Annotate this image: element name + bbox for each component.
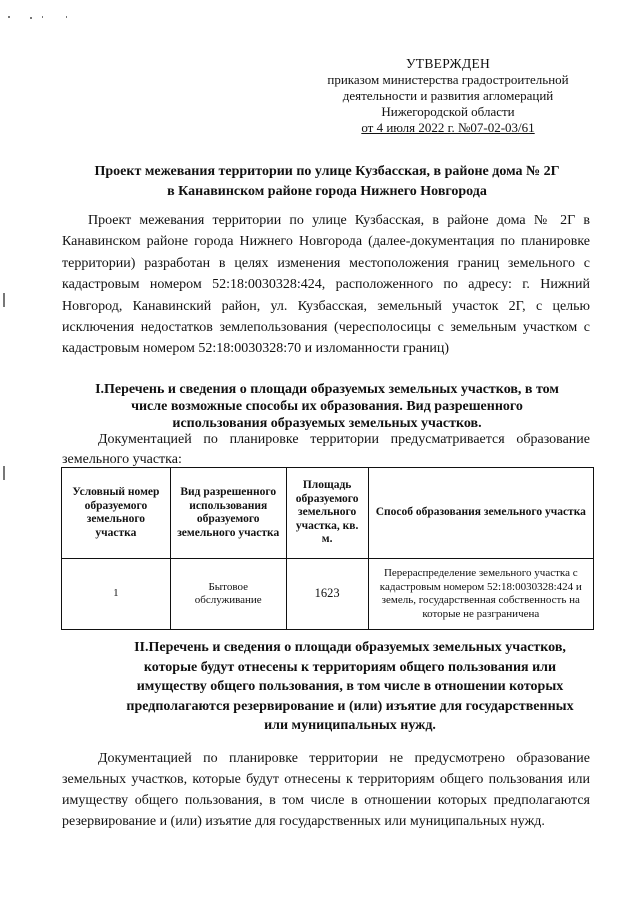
- section-1-paragraph: Документацией по планировке территории предусматривается образование земельного участка:: [62, 432, 590, 467]
- scan-speck: [3, 293, 5, 307]
- section-1-heading: [60, 381, 594, 432]
- section-2-heading: [100, 638, 600, 736]
- section-2-paragraph: Документацией по планировке территории не предусмотрено образование земельных участков, которые будут отнесены к территориям общего пользования или имуществу общего пользования, в том числе в отношении которых предполагаются резервирование и (или) изъятие для государственных или муниципальных нужд.: [62, 751, 590, 829]
- cell-area: 1623: [286, 559, 368, 630]
- cell-formation-method: Перераспределение земельного участка с кадастровым номером 52:18:0030328:424 и земель, государственная собственность на которые не разграничена: [368, 559, 593, 630]
- approval-date: от 4 июля 2022 г. №07-02-03/61: [361, 120, 535, 135]
- document-title-line: Проект межевания территории по улице Кузбасская, в районе дома № 2Г: [94, 164, 560, 179]
- land-plots-table: [61, 467, 594, 630]
- scan-speck: [3, 466, 5, 480]
- approval-line: деятельности и развития агломераций: [342, 88, 554, 103]
- section-1-heading-line: использования образуемых земельных участков.: [172, 416, 482, 431]
- intro-paragraph: Проект межевания территории по улице Кузбасская, в районе дома № 2Г в Канавинском районе города Нижнего Новгорода (далее-документация по планировке территории) разработан в целях изменения местоположения границ земельного с кадастровым номером 52:18:0030328:424, расположенного по адресу: г. Нижний Новгород, Канавинский район, ул. Кузбасская, земельный участок 2Г, с целью исключения недостатков землепользования (чересполосицы с земельным участком с кадастровым номером 52:18:0030328:70 и изломанности границ): [62, 213, 590, 357]
- section-2-heading-line: II.Перечень и сведения о площади образуемых земельных участков,: [134, 640, 566, 655]
- section-2-heading-line: имуществу общего пользования, в том числе в отношении которых: [136, 679, 564, 694]
- table-row: [62, 559, 594, 630]
- approval-stamp: [300, 56, 596, 136]
- section-2-heading-line: или муниципальных нужд.: [264, 718, 436, 733]
- scan-speck: [42, 16, 43, 18]
- scan-speck: [30, 17, 32, 19]
- approval-heading: УТВЕРЖДЕН: [405, 56, 491, 71]
- section-2-heading-line: которые будут отнесены к территориям общего пользования или: [143, 659, 557, 675]
- cell-plot-number: 1: [62, 559, 171, 630]
- cell-permitted-use: Бытовое обслуживание: [170, 559, 286, 630]
- scan-speck: [66, 16, 67, 18]
- column-header-area: Площадь образуемого земельного участка, кв. м.: [286, 468, 368, 559]
- scan-speck: [8, 16, 10, 18]
- column-header-formation-method: Способ образования земельного участка: [368, 468, 593, 559]
- column-header-plot-number: Условный номер образуемого земельного участка: [62, 468, 171, 559]
- document-title: [60, 162, 594, 202]
- section-1-heading-line: числе возможные способы их образования. Вид разрешенного: [131, 399, 523, 414]
- table-header-row: [62, 468, 594, 559]
- column-header-permitted-use: Вид разрешенного использования образуемого земельного участка: [170, 468, 286, 559]
- approval-line: Нижегородской области: [381, 104, 515, 119]
- section-1-heading-line: I.Перечень и сведения о площади образуемых земельных участков, в том: [95, 382, 559, 397]
- section-2-heading-line: предполагаются резервирование и (или) изъятие для государственных: [126, 698, 574, 714]
- approval-line: приказом министерства градостроительной: [327, 72, 569, 87]
- document-title-line: в Канавинском районе города Нижнего Новгорода: [167, 184, 487, 199]
